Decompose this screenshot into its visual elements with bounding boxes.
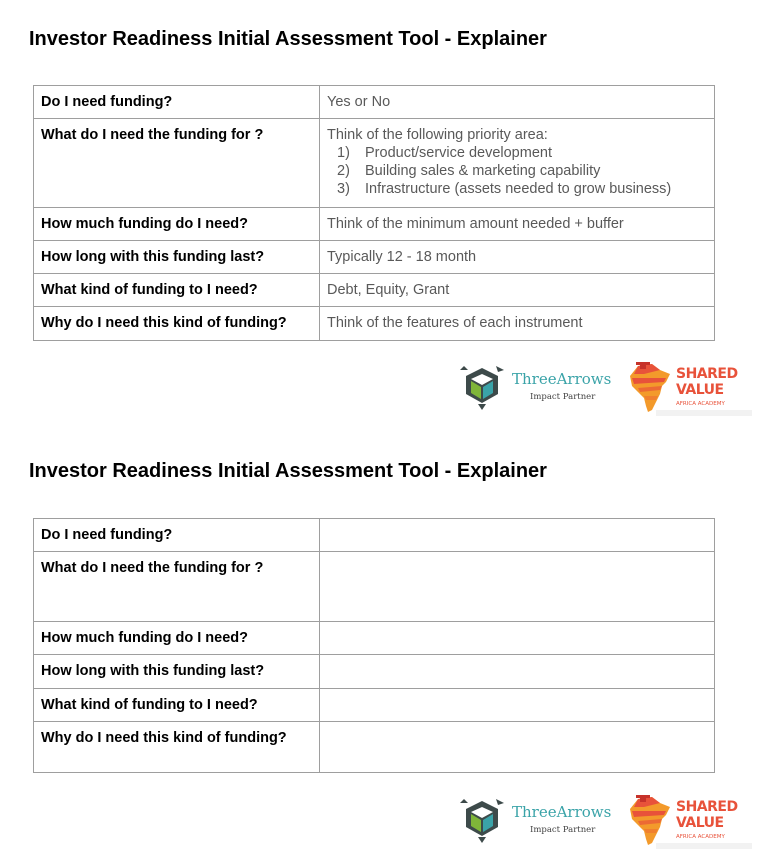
answer-intro: Think of the following priority area: [327,127,548,143]
answer-cell: Debt, Equity, Grant [320,274,715,307]
answer-cell: Yes or No [320,86,715,119]
question-cell: How much funding do I need? [34,208,320,241]
question-cell: What kind of funding to I need? [34,689,320,722]
africa-map-logo-icon [626,795,674,849]
shared-value-line3: AFRICA ACADEMY [676,834,725,840]
assessment-table-filled [33,85,715,341]
table-row [34,552,715,622]
logo-underline-bar [656,843,752,849]
assessment-table-blank [33,518,715,773]
logo-underline-bar [656,410,752,416]
list-text: Building sales & marketing capability [365,163,601,179]
question-cell: What do I need the funding for ? [34,119,320,208]
answer-cell[interactable] [320,655,715,689]
answer-cell[interactable] [320,552,715,622]
table-row [34,307,715,341]
table-row [34,274,715,307]
question-cell: What do I need the funding for ? [34,552,320,622]
question-cell: Why do I need this kind of funding? [34,307,320,341]
partner-logos [458,362,758,420]
table-row [34,722,715,773]
question-cell: How much funding do I need? [34,622,320,655]
three-arrows-name: ThreeArrows [512,803,612,821]
list-number: 1) [337,145,350,161]
shared-value-line2: VALUE [676,815,724,831]
list-item [327,180,707,198]
page-title: Investor Readiness Initial Assessment Tool - Explainer [29,460,547,482]
list-text: Product/service development [365,145,552,161]
answer-cell[interactable] [320,722,715,773]
question-cell: Do I need funding? [34,86,320,119]
table-row [34,119,715,208]
three-arrows-tagline: Impact Partner [530,825,596,835]
answer-cell: Think of the features of each instrument [320,307,715,341]
answer-cell[interactable] [320,622,715,655]
explainer-section-blank [0,433,768,866]
table-row [34,208,715,241]
priority-list [327,144,707,198]
table-row [34,241,715,274]
question-cell: How long with this funding last? [34,241,320,274]
partner-logos [458,795,758,853]
list-number: 2) [337,163,350,179]
answer-cell [320,119,715,208]
question-cell: Do I need funding? [34,519,320,552]
list-text: Infrastructure (assets needed to grow business) [365,181,672,197]
table-row [34,689,715,722]
question-cell: Why do I need this kind of funding? [34,722,320,773]
three-arrows-logo-icon [458,362,506,412]
africa-map-logo-icon [626,362,674,416]
table-row [34,655,715,689]
list-item [327,144,707,162]
three-arrows-logo-icon [458,795,506,845]
answer-cell[interactable] [320,519,715,552]
question-cell: What kind of funding to I need? [34,274,320,307]
page-title: Investor Readiness Initial Assessment Tool - Explainer [29,28,547,50]
table-row [34,519,715,552]
list-number: 3) [337,181,350,197]
table-row [34,86,715,119]
three-arrows-tagline: Impact Partner [530,392,596,402]
table-row [34,622,715,655]
answer-cell[interactable] [320,689,715,722]
shared-value-line2: VALUE [676,382,724,398]
answer-cell: Think of the minimum amount needed + buffer [320,208,715,241]
three-arrows-name: ThreeArrows [512,370,612,388]
list-item [327,162,707,180]
shared-value-line1: SHARED [676,366,738,382]
question-cell: How long with this funding last? [34,655,320,689]
shared-value-line3: AFRICA ACADEMY [676,401,725,407]
shared-value-line1: SHARED [676,799,738,815]
answer-cell: Typically 12 - 18 month [320,241,715,274]
